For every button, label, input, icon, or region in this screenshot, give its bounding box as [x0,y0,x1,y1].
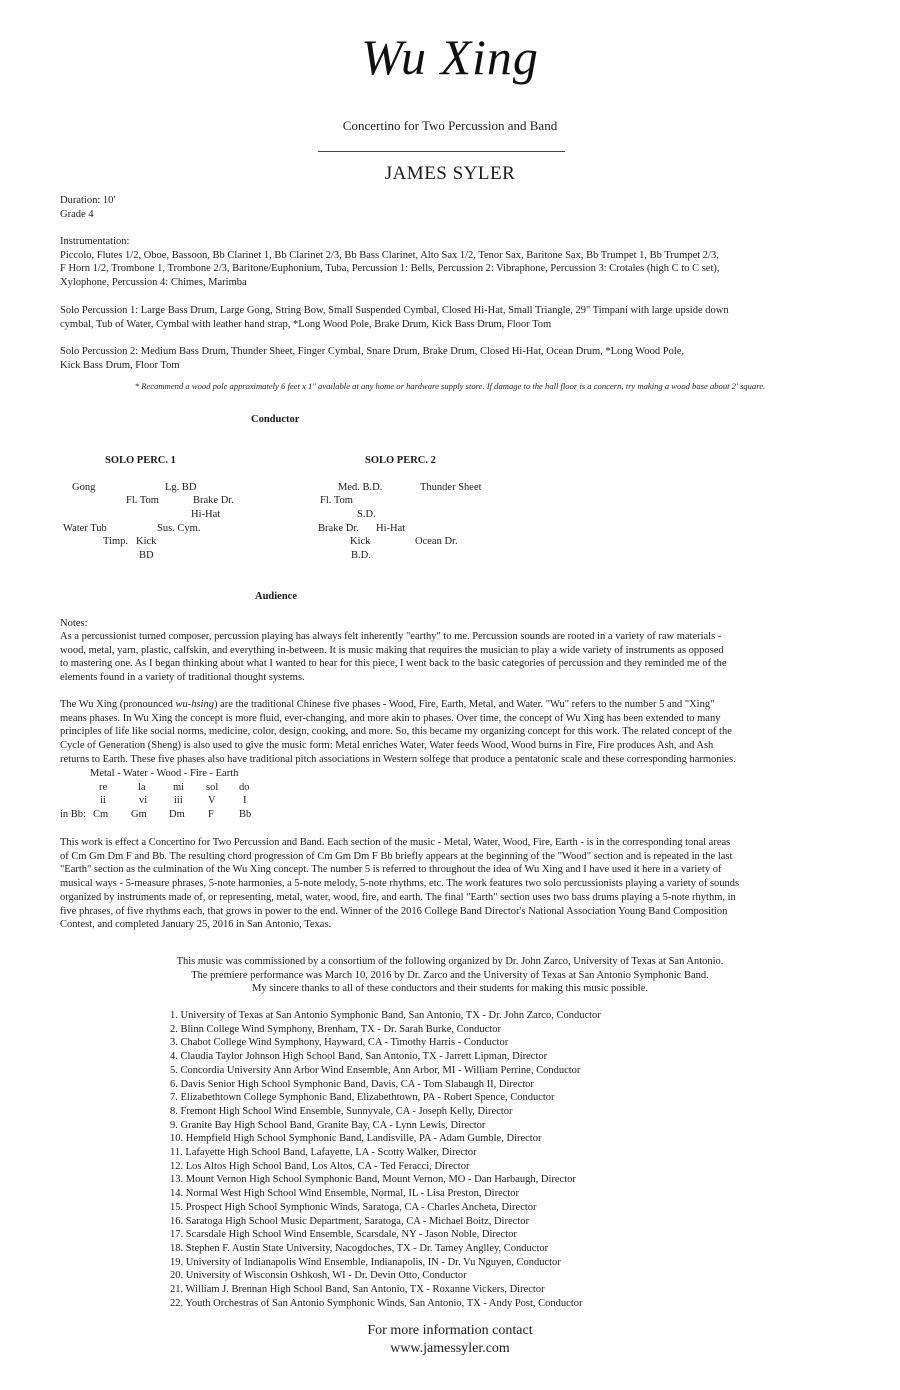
notes-text: The Wu Xing (pronounced [60,699,176,710]
list-item: 6. Davis Senior High School Symphonic Band, Davis, CA - Tom Slabaugh II, Director [170,1078,534,1090]
list-item: 8. Fremont High School Wind Ensemble, Sunnyvale, CA - Joseph Kelly, Director [170,1105,513,1117]
numeral-ii: ii [100,795,106,806]
notes-line: Contest, and completed January 25, 2016 in San Antonio, Texas. [60,919,332,931]
list-item: 19. University of Indianapolis Wind Ensemble, Indianapolis, IN - Dr. Vu Nguyen, Conductor [170,1256,561,1268]
numeral-I: I [243,795,247,806]
solo-percussion-1-section [60,304,840,331]
perc2-brake-drum: Brake Dr. [318,523,359,534]
solo2-line: Kick Bass Drum, Floor Tom [60,359,180,371]
perc2-bass-drum: B.D. [351,550,371,561]
pronunciation: wu-hsing [175,699,214,710]
numeral-vi: vi [139,795,148,806]
list-item: 1. University of Texas at San Antonio Symphonic Band, San Antonio, TX - Dr. John Zarco, Conductor [170,1010,601,1021]
perc1-kick: Kick [136,536,157,547]
perc1-water-tub: Water Tub [63,523,107,534]
notes-line: Cycle of Generation (Sheng) is also used to give the music form: Metal enriches Water, Water feeds Wood, Wood burns in Fire, Fire produces Ash, and Ash [60,740,714,752]
perc1-bass-drum: BD [139,550,154,561]
notes-line: to mastering one. As I began thinking about what I wanted to hear for this piece, I went back to the basic categories of percussion and they reminded me of the [60,658,727,670]
instrumentation-line: Xylophone, Percussion 4: Chimes, Marimba [60,277,247,289]
commission-note [0,955,900,996]
phases-header: Metal - Water - Wood - Fire - Earth [90,768,239,779]
list-item: 2. Blinn College Wind Symphony, Brenham, TX - Dr. Sarah Burke, Conductor [170,1023,501,1035]
list-item: 9. Granite Bay High School Band, Granite Bay, CA - Lynn Lewis, Director [170,1119,486,1131]
list-item: 17. Scarsdale High School Wind Ensemble, Scarsdale, NY - Jason Noble, Director [170,1229,517,1241]
solo-perc-1-heading: SOLO PERC. 1 [105,455,176,466]
notes-paragraph-1 [60,630,840,685]
list-item: 18. Stephen F. Austin State University, Nacogdoches, TX - Dr. Tamey Anglley, Conductor [170,1242,549,1254]
chord-dm: Dm [169,809,185,820]
notes-line: This work is effect a Concertino for Two Percussion and Band. Each section of the music - Metal, Water, Wood, Fire, Earth - is in the corresponding tonal areas [60,837,731,848]
bb-label: in Bb: [60,809,86,820]
piece-subtitle: Concertino for Two Percussion and Band [342,118,558,133]
solo1-line: Solo Percussion 1: Large Bass Drum, Large Gong, String Bow, Small Suspended Cymbal, Closed Hi-Hat, Small Triangle, 29" Timpani with large upside down [60,305,729,316]
instrumentation-section [60,235,840,290]
notes-line: elements found in a variety of traditional thought systems. [60,672,305,684]
perc2-snare-drum: S.D. [357,509,376,520]
notes-paragraph-3 [60,836,840,932]
chord-cm: Cm [93,809,109,820]
perc2-hi-hat: Hi-Hat [376,523,406,534]
perc2-thunder-sheet: Thunder Sheet [420,482,482,493]
list-item: 3. Chabot College Wind Symphony, Hayward, CA - Timothy Harris - Conductor [170,1037,509,1049]
list-item: 10. Hempfield High School Symphonic Band, Landisville, PA - Adam Gumble, Director [170,1133,542,1145]
solo-percussion-2-section [60,345,840,372]
perc1-suspended-cymbal: Sus. Cym. [157,523,201,534]
chord-f: F [208,809,214,820]
notes-label: Notes: [60,618,88,629]
contact-line: For more information contact [367,1323,533,1338]
solfege-do: do [239,782,250,793]
list-item: 11. Lafayette High School Band, Lafayette, LA - Scotty Walker, Director [170,1147,477,1159]
footnote: * Recommend a wood pole approximately 6 feet x 1" available at any home or hardware supply store. If damage to the hall floor is a concern, try making a wood base about 2' square. [134,381,766,391]
perc1-gong: Gong [72,482,96,493]
numeral-V: V [208,795,216,806]
commission-line: The premiere performance was March 10, 2016 by Dr. Zarco and the University of Texas at San Antonio Symphonic Band. [191,969,709,981]
piece-title: Wu Xing [361,29,539,85]
composer-name: JAMES SYLER [384,163,516,184]
notes-line: organized by instruments made of, or representing, metal, water, wood, fire, and earth. The final "Earth" section uses two bass drums playing a 5-note rhythm, in [60,891,736,903]
solfege-mi: mi [173,782,185,793]
notes-text: ) are the traditional Chinese five phases - Wood, Fire, Earth, Metal, and Water. "Wu" refers to the number 5 and "Xing" [213,699,715,710]
perc1-floor-tom: Fl. Tom [126,495,159,506]
instrumentation-label: Instrumentation: [60,236,130,247]
notes-paragraph-2 [60,698,840,767]
list-item: 12. Los Altos High School Band, Los Altos, CA - Ted Feracci, Director [170,1160,470,1172]
chord-gm: Gm [131,809,147,820]
notes-line: "Earth" section as the culmination of the Wu Xing concept. The number 5 is referred to throughout the idea of Wu Xing and I have used it here in a variety of [60,864,722,876]
perc1-large-bass-drum: Lg. BD [165,482,197,493]
conductor-label: Conductor [251,414,300,425]
notes-line [60,698,840,712]
list-item: 21. William J. Brennan High School Band, San Antonio, TX - Roxanne Vickers, Director [170,1284,545,1296]
solfege-sol: sol [206,782,219,793]
notes-line: of Cm Gm Dm F and Bb. The resulting chord progression of Cm Gm Dm F Bb briefly appears at the beginning of the "Wood" section and is repeated in the last [60,850,733,862]
perc1-brake-drum: Brake Dr. [193,495,234,506]
list-item: 7. Elizabethtown College Symphonic Band, Elizabethtown, PA - Robert Spence, Conductor [170,1092,555,1104]
solo2-line: Solo Percussion 2: Medium Bass Drum, Thunder Sheet, Finger Cymbal, Snare Drum, Brake Drum, Closed Hi-Hat, Ocean Drum, *Long Wood Pole, [60,346,685,357]
solo1-line: cymbal, Tub of Water, Cymbal with leather hand strap, *Long Wood Pole, Brake Drum, Kick Bass Drum, Floor Tom [60,318,552,330]
commission-line: This music was commissioned by a consortium of the following organized by Dr. John Zarco, University of Texas at San Antonio. [176,956,724,967]
consortium-list [170,1009,601,1310]
solfege-re: re [99,782,108,793]
notes-line: As a percussionist turned composer, percussion playing has always felt inherently "earthy" to me. Percussion sounds are rooted in a variety of raw materials - [60,631,722,642]
notes-line: five phrases, of five rhythms each, that grows in power to the end. Winner of the 2016 College Band Director's National Association Young Band Composition [60,905,728,917]
solfege-la: la [138,782,146,793]
duration: Duration: 10' [60,195,116,206]
perc2-medium-bass-drum: Med. B.D. [338,482,383,493]
numeral-iii: iii [174,795,183,806]
perc1-timpani: Timp. [103,536,129,547]
perc2-kick: Kick [350,536,371,547]
perc2-ocean-drum: Ocean Dr. [415,536,458,547]
list-item: 15. Prospect High School Symphonic Winds, Saratoga, CA - Charles Ancheta, Director [170,1201,537,1213]
list-item: 16. Saratoga High School Music Department, Saratoga, CA - Michael Boitz, Director [170,1215,529,1227]
solo-perc-2-heading: SOLO PERC. 2 [365,455,436,466]
notes-line: wood, metal, yarn, plastic, calfskin, and everything in-between. It is music making that requires the musician to play a wide variety of instruments as opposed [60,644,724,656]
notes-line: returns to Earth. These five phases also have traditional pitch associations in Western solfege that produce a pentatonic scale and these corresponding harmonies. [60,753,736,765]
instrumentation-line: Piccolo, Flutes 1/2, Oboe, Bassoon, Bb Clarinet 1, Bb Clarinet 2/3, Bb Bass Clarinet, Alto Sax 1/2, Tenor Sax, Baritone Sax, Bb Trumpet 1, Bb Trumpet 2/3, [60,249,719,261]
perc2-floor-tom: Fl. Tom [320,495,353,506]
audience-label: Audience [255,591,297,602]
list-item: 20. University of Wisconsin Oshkosh, WI - Dr. Devin Otto, Conductor [170,1270,467,1282]
website-link[interactable]: www.jamessyler.com [390,1341,510,1356]
commission-line: My sincere thanks to all of these conductors and their students for making this music possible. [251,983,648,995]
chord-bb: Bb [239,809,252,820]
perc1-hi-hat: Hi-Hat [191,509,221,520]
list-item: 4. Claudia Taylor Johnson High School Band, San Antonio, TX - Jarrett Lipman, Director [170,1051,548,1063]
notes-line: means phases. In Wu Xing the concept is more fluid, ever-changing, and more akin to phases. Over time, the concept of Wu Xing has been extended to many [60,712,721,724]
list-item: 5. Concordia University Ann Arbor Wind Ensemble, Ann Arbor, MI - William Perrine, Conductor [170,1064,581,1076]
list-item: 14. Normal West High School Wind Ensemble, Normal, IL - Lisa Preston, Director [170,1188,520,1200]
notes-line: principles of life like social norms, medicine, color, design, cooking, and more. So, this became my organizing concept for this work. The related concept of the [60,726,732,738]
list-item: 13. Mount Vernon High School Symphonic Band, Mount Vernon, MO - Dan Harbaugh, Director [170,1174,576,1186]
notes-line: musical ways - 5-measure phrases, 5-note harmonies, a 5-note melody, 5-note rhythms, etc. The work features two solo percussionists playing a variety of sounds [60,878,740,890]
grade: Grade 4 [60,209,94,220]
instrumentation-line: F Horn 1/2, Trombone 1, Trombone 2/3, Baritone/Euphonium, Tuba, Percussion 1: Bells, Percussion 2: Vibraphone, Percussion 3: Crotales (high C to C set), [60,263,720,275]
list-item: 22. Youth Orchestras of San Antonio Symphonic Winds, San Antonio, TX - Andy Post, Conductor [170,1297,583,1309]
title-divider [318,151,565,152]
